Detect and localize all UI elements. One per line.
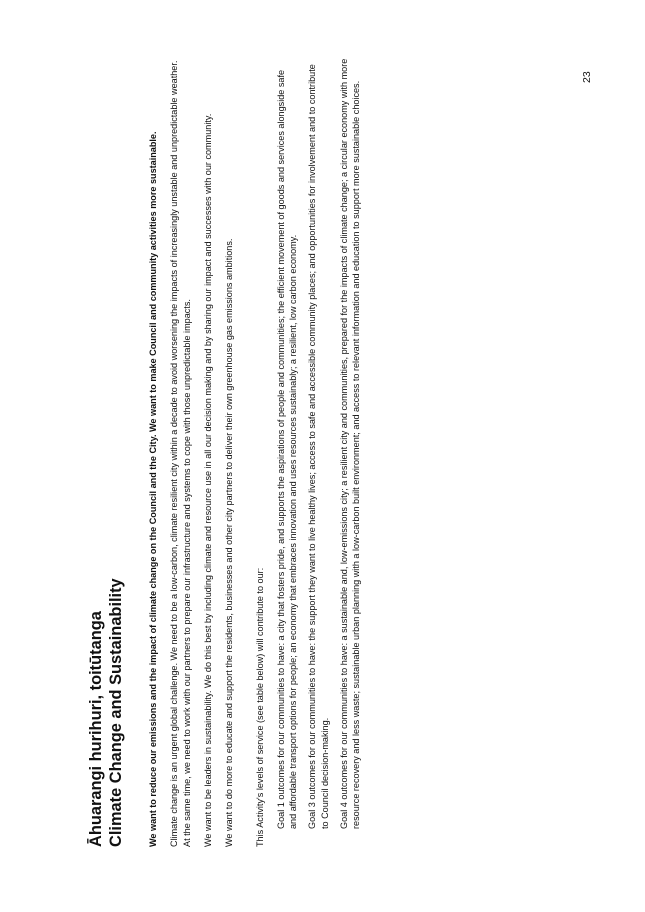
paragraph-support: We want to do more to educate and support the residents, businesses and other city partners to deliver their own greenhouse gas emissions ambitions. [224,238,235,847]
heading-maori: Āhuarangi hurihuri, toitūtanga [87,611,105,847]
page-content [86,57,586,847]
section-heading [86,57,126,847]
goal-1-outcomes: Goal 1 outcomes for our communities to have: a city that fosters pride, and supports the aspirations of people and communities; the efficient movement of goods and services alongside safe and affordable transport options for people; an economy that embraces innovation and uses resources sustainably; a resilient, low carbon economy. [275,69,299,829]
heading-english: Climate Change and Sustainability [107,578,125,847]
goal-4-outcomes: Goal 4 outcomes for our communities to have: a sustainable and, low-emissions city; a resilient city and communities, prepared for the impacts of climate change; a circular economy with more resource recovery and less waste; sustainable urban planning with a low-carbon built environment; and access to relevant information and education to support more sustainable choices. [338,58,362,829]
page-number: 23 [581,71,593,83]
paragraph-climate-challenge: Climate change is an urgent global challenge. We need to be a low-carbon, climate resilient city within a decade to avoid worsening the impacts of increasingly unstable and unpredictable weather. At the same time, we need to work with our partners to prepare our infrastructure and systems to cope with those unpredictable impacts. [169,60,192,847]
goal-3-outcomes: Goal 3 outcomes for our communities to have: the support they want to live healthy lives; access to safe and accessible community places; and opportunities for involvement and to contribute to Council decision-making. [307,64,330,829]
levels-of-service-intro: This Activity's levels of service (see table below) will contribute to our: [255,567,266,847]
intro-statement: We want to reduce our emissions and the impact of climate change on the Council and the City. We want to make Council and community activities more sustainable. [148,131,158,847]
paragraph-leadership: We want to be leaders in sustainability. We do this best by including climate and resource use in all our decision making and by sharing our impact and successes with our community. [202,113,213,847]
